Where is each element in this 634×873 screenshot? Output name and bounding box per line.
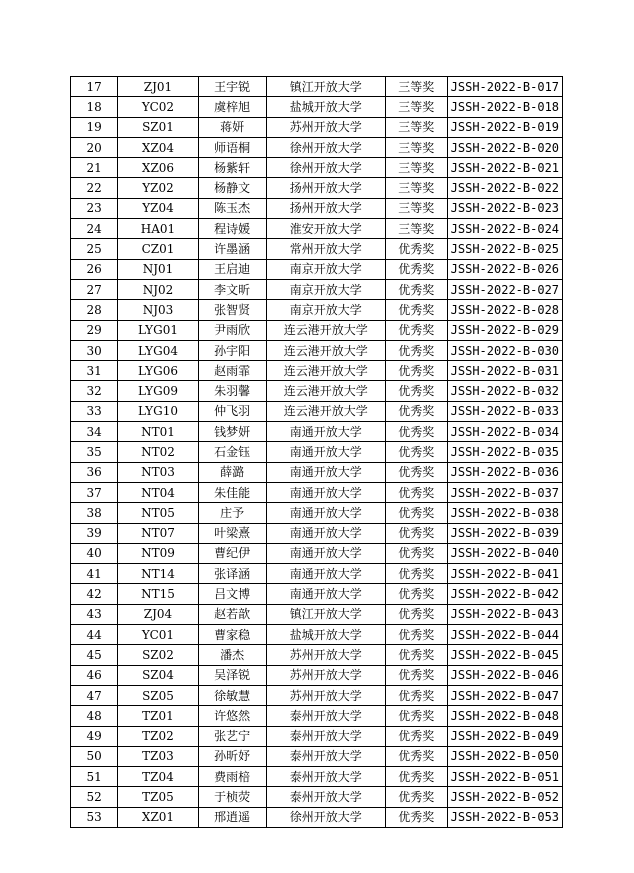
table-row [71,198,563,218]
team-code-cell: NJ03 [118,300,198,320]
student-name-cell: 王宇锐 [198,77,266,97]
table-row [71,482,563,502]
table-row [71,340,563,360]
team-code-cell: LYG09 [118,381,198,401]
row-number-cell: 41 [71,564,118,584]
award-cell: 优秀奖 [385,564,447,584]
team-code-cell: CZ01 [118,239,198,259]
certificate-number-cell: JSSH-2022-B-052 [447,787,562,807]
student-name-cell: 曹纪伊 [198,543,266,563]
team-code-cell: SZ01 [118,117,198,137]
certificate-number-cell: JSSH-2022-B-028 [447,300,562,320]
team-code-cell: NT15 [118,584,198,604]
award-cell: 优秀奖 [385,543,447,563]
certificate-number-cell: JSSH-2022-B-020 [447,137,562,157]
school-cell: 泰州开放大学 [266,726,385,746]
table-row [71,279,563,299]
award-cell: 三等奖 [385,117,447,137]
row-number-cell: 24 [71,219,118,239]
certificate-number-cell: JSSH-2022-B-040 [447,543,562,563]
school-cell: 徐州开放大学 [266,158,385,178]
school-cell: 南京开放大学 [266,300,385,320]
row-number-cell: 47 [71,685,118,705]
school-cell: 连云港开放大学 [266,401,385,421]
certificate-number-cell: JSSH-2022-B-030 [447,340,562,360]
certificate-number-cell: JSSH-2022-B-032 [447,381,562,401]
school-cell: 苏州开放大学 [266,685,385,705]
team-code-cell: TZ05 [118,787,198,807]
row-number-cell: 37 [71,482,118,502]
table-row [71,645,563,665]
row-number-cell: 18 [71,97,118,117]
award-cell: 优秀奖 [385,381,447,401]
student-name-cell: 孙宇阳 [198,340,266,360]
table-row [71,665,563,685]
row-number-cell: 45 [71,645,118,665]
table-row [71,543,563,563]
table-row [71,523,563,543]
row-number-cell: 48 [71,706,118,726]
certificate-number-cell: JSSH-2022-B-043 [447,604,562,624]
table-row [71,685,563,705]
student-name-cell: 吕文博 [198,584,266,604]
certificate-number-cell: JSSH-2022-B-025 [447,239,562,259]
student-name-cell: 尹雨欣 [198,320,266,340]
student-name-cell: 徐敏慧 [198,685,266,705]
award-cell: 优秀奖 [385,279,447,299]
school-cell: 苏州开放大学 [266,665,385,685]
award-cell: 优秀奖 [385,604,447,624]
school-cell: 苏州开放大学 [266,117,385,137]
certificate-number-cell: JSSH-2022-B-023 [447,198,562,218]
team-code-cell: NT05 [118,503,198,523]
school-cell: 镇江开放大学 [266,77,385,97]
student-name-cell: 石金钰 [198,442,266,462]
row-number-cell: 23 [71,198,118,218]
team-code-cell: TZ01 [118,706,198,726]
student-name-cell: 张智贤 [198,300,266,320]
table-row [71,706,563,726]
table-row [71,462,563,482]
student-name-cell: 虞梓旭 [198,97,266,117]
team-code-cell: XZ06 [118,158,198,178]
student-name-cell: 曹家稳 [198,625,266,645]
award-cell: 优秀奖 [385,665,447,685]
team-code-cell: NT01 [118,422,198,442]
row-number-cell: 29 [71,320,118,340]
certificate-number-cell: JSSH-2022-B-041 [447,564,562,584]
school-cell: 南通开放大学 [266,584,385,604]
school-cell: 连云港开放大学 [266,340,385,360]
table-row [71,442,563,462]
school-cell: 泰州开放大学 [266,767,385,787]
awards-table-body [71,77,563,828]
award-cell: 优秀奖 [385,523,447,543]
certificate-number-cell: JSSH-2022-B-027 [447,279,562,299]
team-code-cell: LYG06 [118,361,198,381]
certificate-number-cell: JSSH-2022-B-021 [447,158,562,178]
row-number-cell: 32 [71,381,118,401]
certificate-number-cell: JSSH-2022-B-046 [447,665,562,685]
team-code-cell: NT07 [118,523,198,543]
team-code-cell: NT04 [118,482,198,502]
award-cell: 优秀奖 [385,401,447,421]
team-code-cell: XZ01 [118,807,198,827]
student-name-cell: 李文昕 [198,279,266,299]
row-number-cell: 40 [71,543,118,563]
row-number-cell: 34 [71,422,118,442]
school-cell: 连云港开放大学 [266,320,385,340]
table-row [71,807,563,827]
team-code-cell: YC01 [118,625,198,645]
row-number-cell: 30 [71,340,118,360]
school-cell: 南通开放大学 [266,564,385,584]
team-code-cell: NT03 [118,462,198,482]
table-row [71,746,563,766]
row-number-cell: 51 [71,767,118,787]
student-name-cell: 赵若歆 [198,604,266,624]
row-number-cell: 22 [71,178,118,198]
row-number-cell: 28 [71,300,118,320]
table-row [71,259,563,279]
award-cell: 优秀奖 [385,442,447,462]
student-name-cell: 费雨棓 [198,767,266,787]
award-cell: 优秀奖 [385,422,447,442]
school-cell: 南通开放大学 [266,543,385,563]
student-name-cell: 潘杰 [198,645,266,665]
table-row [71,625,563,645]
table-row [71,77,563,97]
student-name-cell: 蒋妍 [198,117,266,137]
table-row [71,726,563,746]
row-number-cell: 39 [71,523,118,543]
student-name-cell: 赵雨霏 [198,361,266,381]
award-cell: 优秀奖 [385,259,447,279]
table-row [71,158,563,178]
table-row [71,178,563,198]
table-row [71,422,563,442]
award-cell: 优秀奖 [385,482,447,502]
student-name-cell: 程诗媛 [198,219,266,239]
award-cell: 三等奖 [385,158,447,178]
school-cell: 南通开放大学 [266,503,385,523]
award-cell: 优秀奖 [385,462,447,482]
certificate-number-cell: JSSH-2022-B-036 [447,462,562,482]
table-row [71,767,563,787]
certificate-number-cell: JSSH-2022-B-022 [447,178,562,198]
row-number-cell: 33 [71,401,118,421]
student-name-cell: 张艺宁 [198,726,266,746]
school-cell: 常州开放大学 [266,239,385,259]
team-code-cell: SZ04 [118,665,198,685]
row-number-cell: 26 [71,259,118,279]
row-number-cell: 27 [71,279,118,299]
award-cell: 优秀奖 [385,340,447,360]
certificate-number-cell: JSSH-2022-B-024 [447,219,562,239]
school-cell: 南通开放大学 [266,482,385,502]
school-cell: 扬州开放大学 [266,198,385,218]
row-number-cell: 52 [71,787,118,807]
school-cell: 泰州开放大学 [266,787,385,807]
school-cell: 南通开放大学 [266,523,385,543]
team-code-cell: NJ01 [118,259,198,279]
certificate-number-cell: JSSH-2022-B-039 [447,523,562,543]
table-row [71,239,563,259]
row-number-cell: 17 [71,77,118,97]
award-cell: 三等奖 [385,198,447,218]
student-name-cell: 陈玉杰 [198,198,266,218]
certificate-number-cell: JSSH-2022-B-044 [447,625,562,645]
team-code-cell: YC02 [118,97,198,117]
student-name-cell: 邢逍遥 [198,807,266,827]
certificate-number-cell: JSSH-2022-B-042 [447,584,562,604]
student-name-cell: 孙昕妤 [198,746,266,766]
school-cell: 扬州开放大学 [266,178,385,198]
student-name-cell: 仲飞羽 [198,401,266,421]
team-code-cell: HA01 [118,219,198,239]
school-cell: 镇江开放大学 [266,604,385,624]
student-name-cell: 师语桐 [198,137,266,157]
team-code-cell: ZJ01 [118,77,198,97]
award-cell: 三等奖 [385,97,447,117]
row-number-cell: 46 [71,665,118,685]
student-name-cell: 许悠然 [198,706,266,726]
certificate-number-cell: JSSH-2022-B-038 [447,503,562,523]
team-code-cell: XZ04 [118,137,198,157]
team-code-cell: LYG04 [118,340,198,360]
award-cell: 优秀奖 [385,361,447,381]
student-name-cell: 钱梦妍 [198,422,266,442]
award-cell: 优秀奖 [385,706,447,726]
student-name-cell: 于桢荧 [198,787,266,807]
student-name-cell: 叶梁熹 [198,523,266,543]
award-cell: 优秀奖 [385,320,447,340]
certificate-number-cell: JSSH-2022-B-029 [447,320,562,340]
certificate-number-cell: JSSH-2022-B-034 [447,422,562,442]
student-name-cell: 朱羽馨 [198,381,266,401]
award-cell: 优秀奖 [385,746,447,766]
row-number-cell: 21 [71,158,118,178]
team-code-cell: NT02 [118,442,198,462]
table-row [71,401,563,421]
award-cell: 优秀奖 [385,645,447,665]
award-cell: 优秀奖 [385,625,447,645]
school-cell: 南通开放大学 [266,442,385,462]
row-number-cell: 38 [71,503,118,523]
school-cell: 盐城开放大学 [266,625,385,645]
award-cell: 优秀奖 [385,685,447,705]
school-cell: 徐州开放大学 [266,137,385,157]
student-name-cell: 张译涵 [198,564,266,584]
certificate-number-cell: JSSH-2022-B-026 [447,259,562,279]
table-row [71,361,563,381]
team-code-cell: NJ02 [118,279,198,299]
student-name-cell: 杨静文 [198,178,266,198]
certificate-number-cell: JSSH-2022-B-017 [447,77,562,97]
table-row [71,320,563,340]
table-row [71,137,563,157]
team-code-cell: SZ02 [118,645,198,665]
school-cell: 盐城开放大学 [266,97,385,117]
school-cell: 徐州开放大学 [266,807,385,827]
award-cell: 优秀奖 [385,807,447,827]
school-cell: 淮安开放大学 [266,219,385,239]
row-number-cell: 43 [71,604,118,624]
certificate-number-cell: JSSH-2022-B-033 [447,401,562,421]
student-name-cell: 许墨涵 [198,239,266,259]
certificate-number-cell: JSSH-2022-B-047 [447,685,562,705]
row-number-cell: 42 [71,584,118,604]
award-cell: 优秀奖 [385,726,447,746]
table-row [71,503,563,523]
certificate-number-cell: JSSH-2022-B-031 [447,361,562,381]
certificate-number-cell: JSSH-2022-B-049 [447,726,562,746]
student-name-cell: 朱佳能 [198,482,266,502]
team-code-cell: TZ03 [118,746,198,766]
table-row [71,787,563,807]
award-cell: 三等奖 [385,178,447,198]
school-cell: 泰州开放大学 [266,706,385,726]
table-row [71,219,563,239]
table-row [71,117,563,137]
school-cell: 泰州开放大学 [266,746,385,766]
certificate-number-cell: JSSH-2022-B-037 [447,482,562,502]
row-number-cell: 35 [71,442,118,462]
row-number-cell: 50 [71,746,118,766]
certificate-number-cell: JSSH-2022-B-045 [447,645,562,665]
school-cell: 连云港开放大学 [266,361,385,381]
school-cell: 苏州开放大学 [266,645,385,665]
award-cell: 优秀奖 [385,767,447,787]
award-cell: 优秀奖 [385,584,447,604]
school-cell: 南京开放大学 [266,259,385,279]
row-number-cell: 44 [71,625,118,645]
team-code-cell: NT14 [118,564,198,584]
team-code-cell: YZ04 [118,198,198,218]
row-number-cell: 19 [71,117,118,137]
award-cell: 优秀奖 [385,503,447,523]
certificate-number-cell: JSSH-2022-B-048 [447,706,562,726]
team-code-cell: TZ04 [118,767,198,787]
team-code-cell: SZ05 [118,685,198,705]
school-cell: 南京开放大学 [266,279,385,299]
award-cell: 优秀奖 [385,787,447,807]
table-row [71,584,563,604]
team-code-cell: LYG10 [118,401,198,421]
award-cell: 三等奖 [385,77,447,97]
certificate-number-cell: JSSH-2022-B-018 [447,97,562,117]
school-cell: 南通开放大学 [266,422,385,442]
table-row [71,381,563,401]
certificate-number-cell: JSSH-2022-B-019 [447,117,562,137]
student-name-cell: 王启迪 [198,259,266,279]
award-cell: 三等奖 [385,219,447,239]
certificate-number-cell: JSSH-2022-B-053 [447,807,562,827]
team-code-cell: YZ02 [118,178,198,198]
row-number-cell: 31 [71,361,118,381]
award-cell: 优秀奖 [385,239,447,259]
row-number-cell: 53 [71,807,118,827]
table-row [71,300,563,320]
row-number-cell: 49 [71,726,118,746]
student-name-cell: 庄予 [198,503,266,523]
row-number-cell: 36 [71,462,118,482]
row-number-cell: 25 [71,239,118,259]
table-row [71,564,563,584]
awards-table [70,76,563,828]
award-cell: 优秀奖 [385,300,447,320]
certificate-number-cell: JSSH-2022-B-050 [447,746,562,766]
team-code-cell: LYG01 [118,320,198,340]
award-cell: 三等奖 [385,137,447,157]
row-number-cell: 20 [71,137,118,157]
certificate-number-cell: JSSH-2022-B-035 [447,442,562,462]
student-name-cell: 吴泽锐 [198,665,266,685]
student-name-cell: 杨紫轩 [198,158,266,178]
certificate-number-cell: JSSH-2022-B-051 [447,767,562,787]
school-cell: 南通开放大学 [266,462,385,482]
team-code-cell: ZJ04 [118,604,198,624]
student-name-cell: 薛潞 [198,462,266,482]
team-code-cell: NT09 [118,543,198,563]
table-row [71,604,563,624]
school-cell: 连云港开放大学 [266,381,385,401]
team-code-cell: TZ02 [118,726,198,746]
table-row [71,97,563,117]
